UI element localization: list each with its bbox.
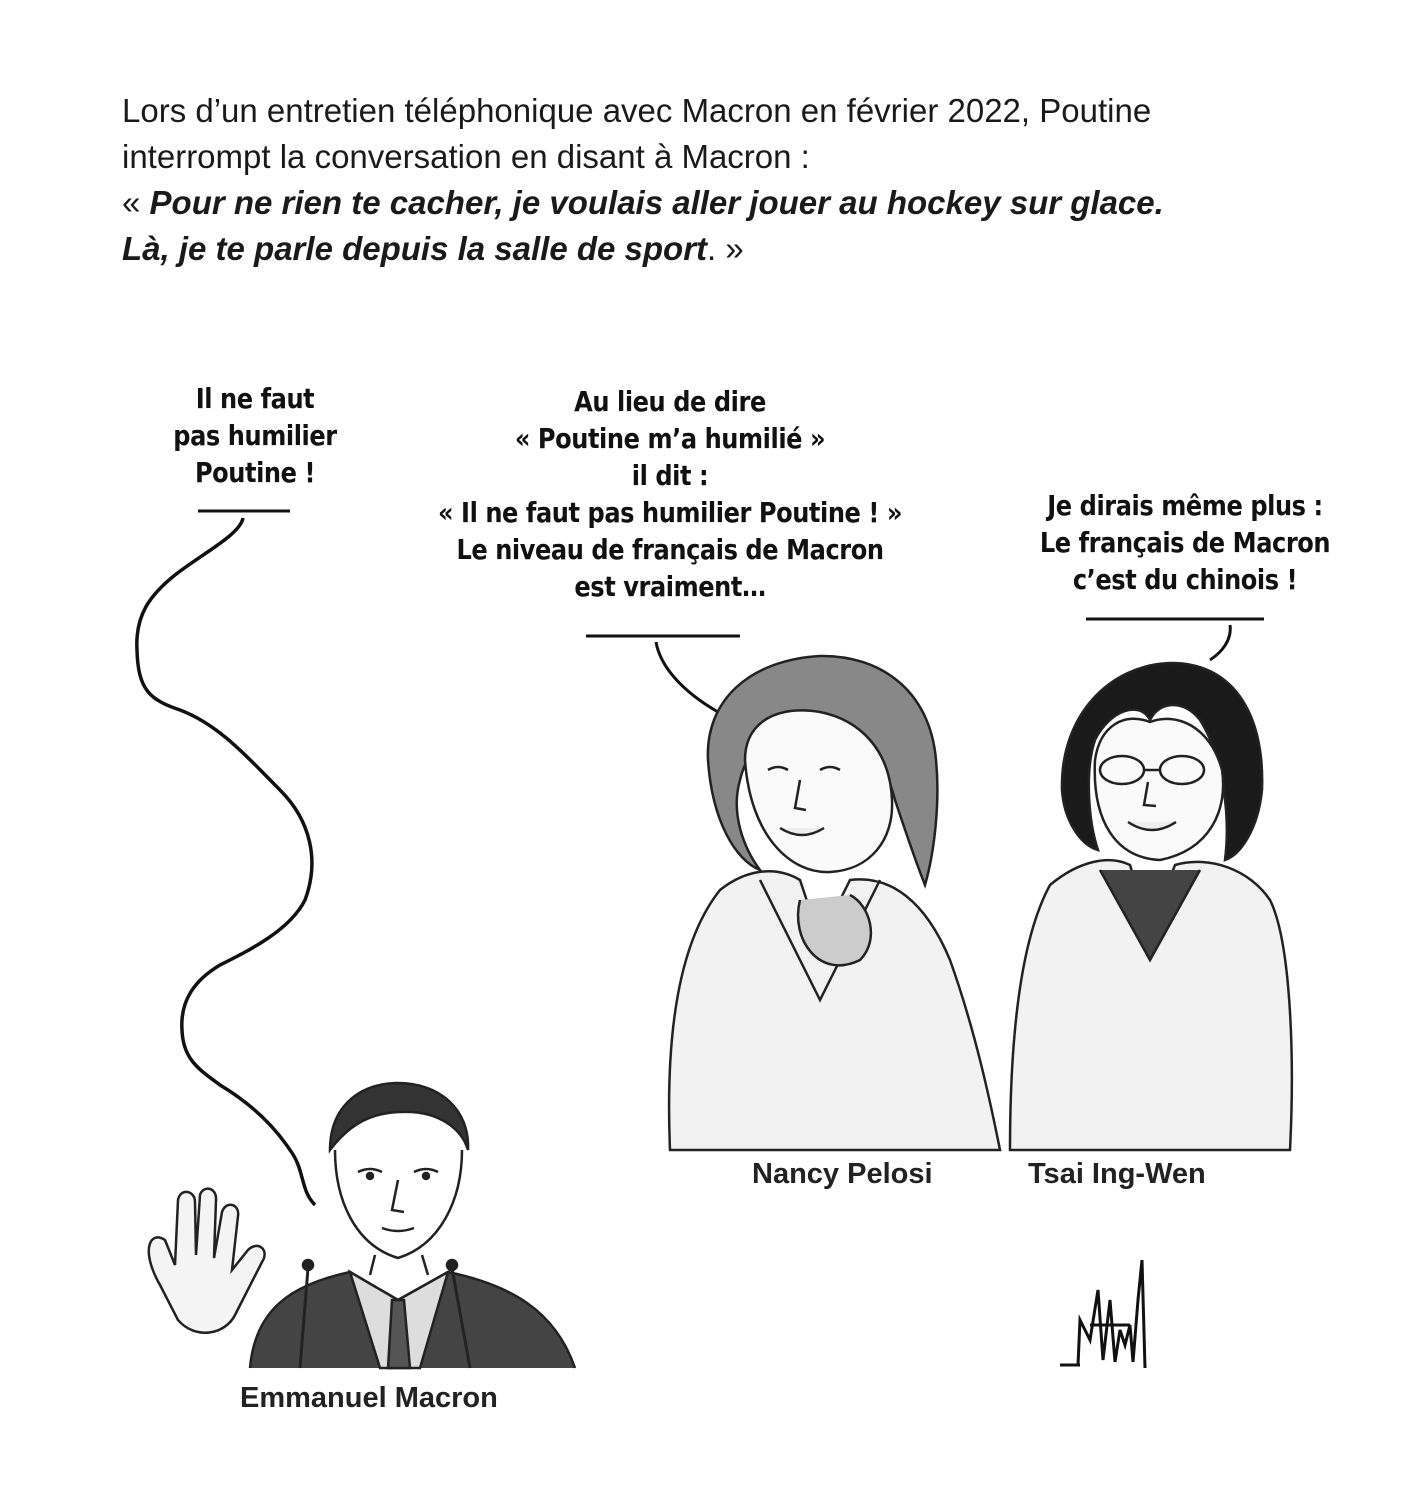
tsai-speech-bubble bbox=[1035, 487, 1336, 598]
tsai-bubble-line-1: Je dirais même plus : bbox=[1047, 489, 1323, 522]
tsai-portrait-icon bbox=[1010, 663, 1292, 1150]
caption-tsai-ing-wen: Tsai Ing-Wen bbox=[1028, 1158, 1206, 1190]
tsai-speech-tail bbox=[1086, 619, 1264, 660]
pelosi-bubble-line-3: il dit : bbox=[631, 459, 709, 492]
caption-nancy-pelosi: Nancy Pelosi bbox=[752, 1158, 933, 1190]
pelosi-speech-bubble bbox=[438, 383, 902, 605]
macron-speech-tail bbox=[137, 511, 315, 1205]
pelosi-bubble-line-1: Au lieu de dire bbox=[574, 385, 766, 418]
macron-bubble-line-3: Poutine ! bbox=[194, 456, 316, 489]
pelosi-bubble-line-4: « Il ne faut pas humilier Poutine ! » bbox=[437, 496, 903, 529]
macron-speech-bubble bbox=[156, 380, 354, 491]
quote-close: . » bbox=[707, 230, 744, 267]
macron-bubble-line-1: Il ne faut bbox=[195, 382, 315, 415]
pelosi-speech-tail bbox=[586, 636, 740, 712]
intro-line-1: Lors d’un entretien téléphonique avec Macron en février 2022, Poutine bbox=[122, 92, 1152, 129]
quote-open: « bbox=[122, 184, 150, 221]
intro-line-2: interrompt la conversation en disant à Macron : bbox=[122, 138, 810, 175]
pelosi-bubble-line-5: Le niveau de français de Macron bbox=[456, 533, 884, 566]
pelosi-portrait-icon bbox=[669, 656, 1000, 1150]
caption-emmanuel-macron: Emmanuel Macron bbox=[240, 1382, 498, 1414]
pelosi-bubble-line-2: « Poutine m’a humilié » bbox=[514, 422, 826, 455]
quote-text-2: Là, je te parle depuis la salle de sport bbox=[122, 230, 708, 267]
pelosi-bubble-line-6: est vraiment… bbox=[574, 570, 766, 603]
macron-bubble-line-2: pas humilier bbox=[173, 419, 337, 452]
tsai-bubble-line-2: Le français de Macron bbox=[1039, 526, 1331, 559]
signature-icon bbox=[1060, 1260, 1145, 1368]
tsai-bubble-line-3: c’est du chinois ! bbox=[1072, 563, 1298, 596]
macron-portrait-icon bbox=[149, 1083, 575, 1368]
quote-text-1: Pour ne rien te cacher, je voulais aller jouer au hockey sur glace. bbox=[149, 184, 1164, 221]
